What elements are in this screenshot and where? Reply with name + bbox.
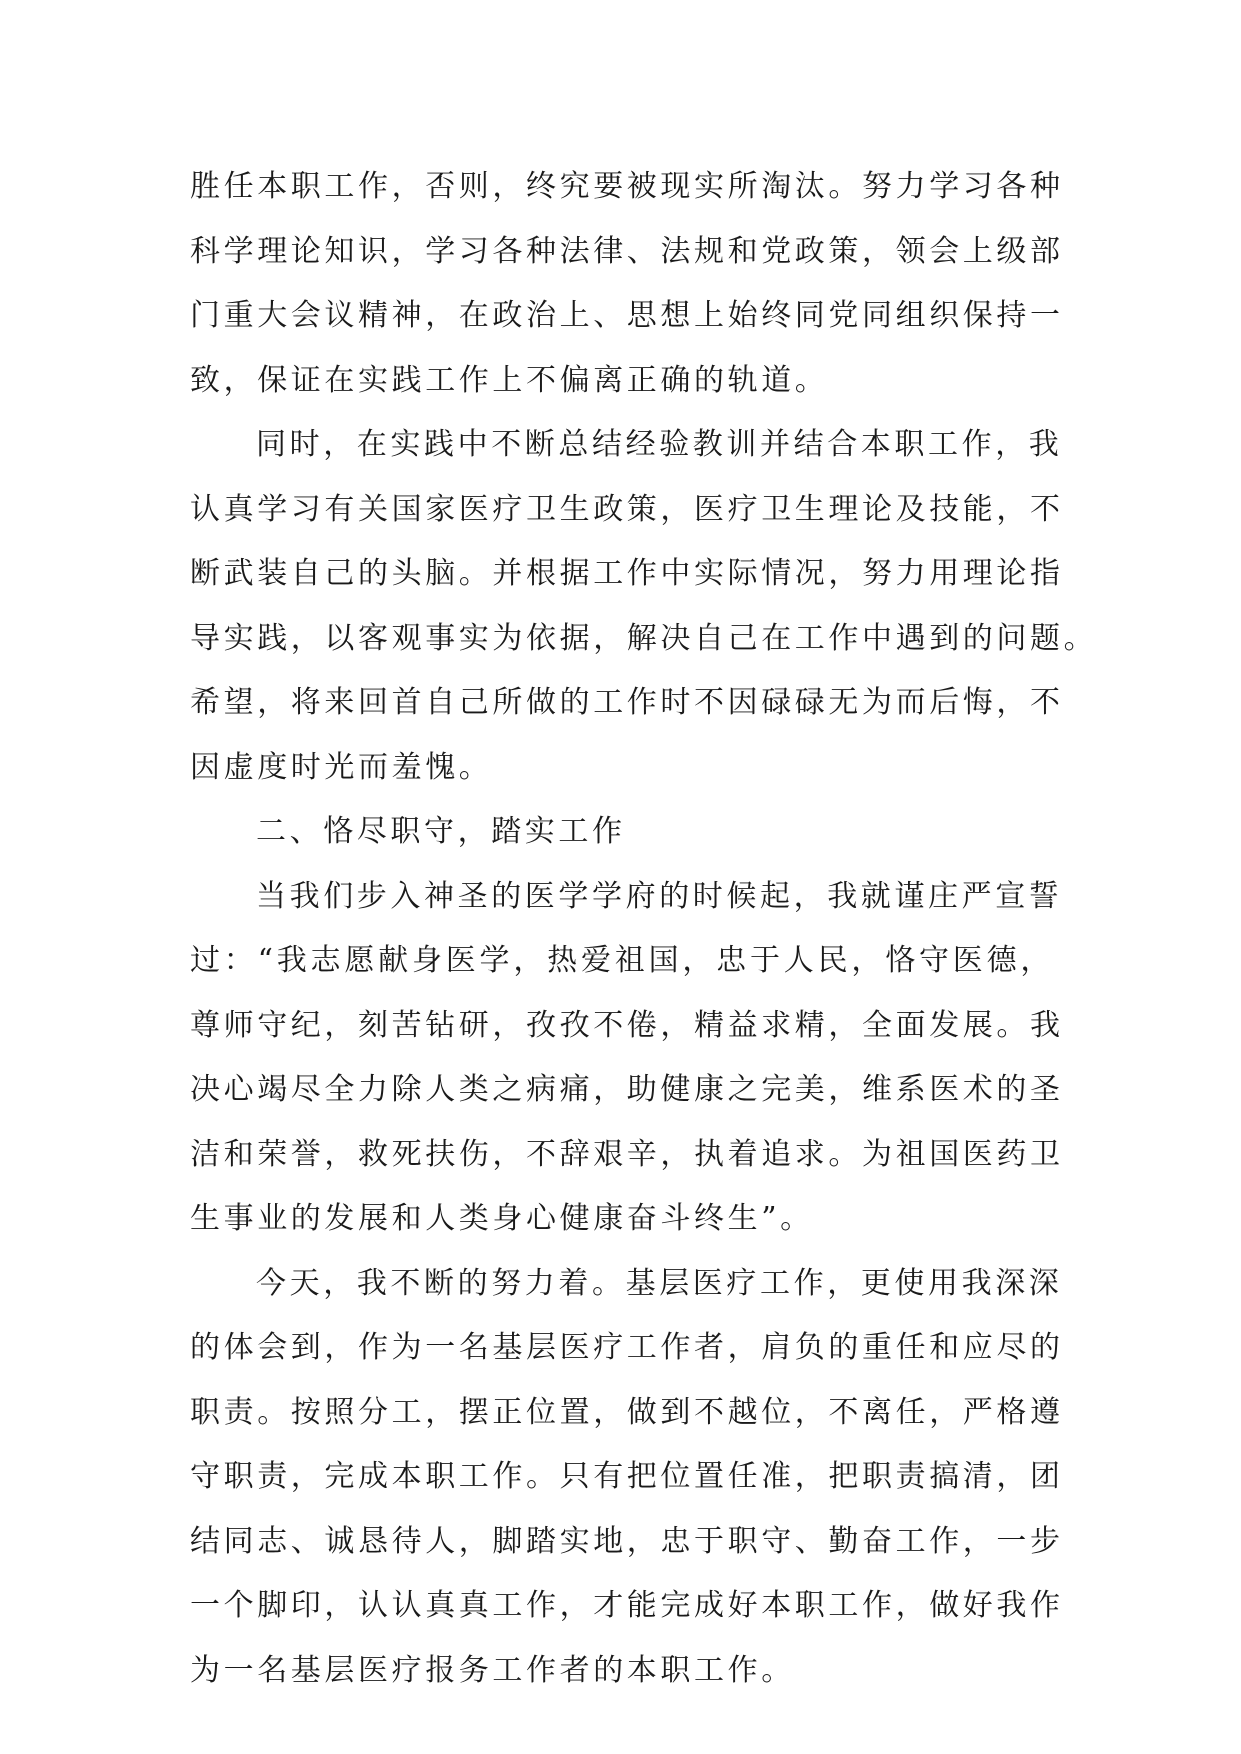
text-line: 的体会到，作为一名基层医疗工作者，肩负的重任和应尽的 — [190, 1330, 1064, 1365]
text-line: 一个脚印，认认真真工作，才能完成好本职工作，做好我作 — [190, 1588, 1064, 1623]
paragraph — [190, 865, 1064, 1252]
heading-text: 二、恪尽职守，踏实工作 — [256, 814, 626, 849]
text-line: 今天，我不断的努力着。基层医疗工作，更使用我深深 — [256, 1265, 1063, 1301]
text-line: 当我们步入神圣的医学学府的时候起，我就谨庄严宣誓 — [256, 878, 1063, 914]
section-heading — [190, 800, 1054, 865]
paragraph — [190, 1252, 1064, 1704]
paragraph — [190, 155, 1064, 413]
text-line: 因虚度时光而羞愧。 — [190, 749, 493, 785]
document-page — [190, 155, 1098, 1703]
text-line: 决心竭尽全力除人类之病痛，助健康之完美，维系医术的圣 — [190, 1072, 1064, 1107]
text-line: 断武装自己的头脑。并根据工作中实际情况，努力用理论指 — [190, 556, 1064, 591]
text-line: 过：“我志愿献身医学，热爱祖国，忠于人民，恪守医德， — [190, 943, 1054, 978]
text-line: 导实践，以客观事实为依据，解决自己在工作中遇到的问题。 — [190, 620, 1098, 656]
text-line: 认真学习有关国家医疗卫生政策，医疗卫生理论及技能，不 — [190, 491, 1064, 527]
text-line: 为一名基层医疗报务工作者的本职工作。 — [190, 1652, 795, 1688]
text-line: 科学理论知识，学习各种法律、法规和党政策，领会上级部 — [190, 233, 1064, 269]
text-line: 尊师守纪，刻苦钻研，孜孜不倦，精益求精，全面发展。我 — [190, 1007, 1064, 1043]
text-line: 门重大会议精神，在政治上、思想上始终同党同组织保持一 — [190, 298, 1064, 333]
text-line: 结同志、诚恳待人，脚踏实地，忠于职守、勤奋工作，一步 — [190, 1523, 1064, 1559]
text-line: 守职责，完成本职工作。只有把位置任准，把职责搞清，团 — [190, 1459, 1064, 1494]
text-line: 致，保证在实践工作上不偏离正确的轨道。 — [190, 362, 829, 398]
text-line: 希望，将来回首自己所做的工作时不因碌碌无为而后悔，不 — [190, 685, 1064, 720]
text-line: 职责。按照分工，摆正位置，做到不越位，不离任，严格遵 — [190, 1394, 1064, 1430]
paragraph — [190, 413, 1098, 800]
text-line: 同时，在实践中不断总结经验教训并结合本职工作，我 — [256, 427, 1063, 462]
text-line: 胜任本职工作，否则，终究要被现实所淘汰。努力学习各种 — [190, 169, 1064, 204]
text-line: 生事业的发展和人类身心健康奋斗终生”。 — [190, 1201, 814, 1236]
text-line: 洁和荣誉，救死扶伤，不辞艰辛，执着追求。为祖国医药卫 — [190, 1136, 1064, 1172]
